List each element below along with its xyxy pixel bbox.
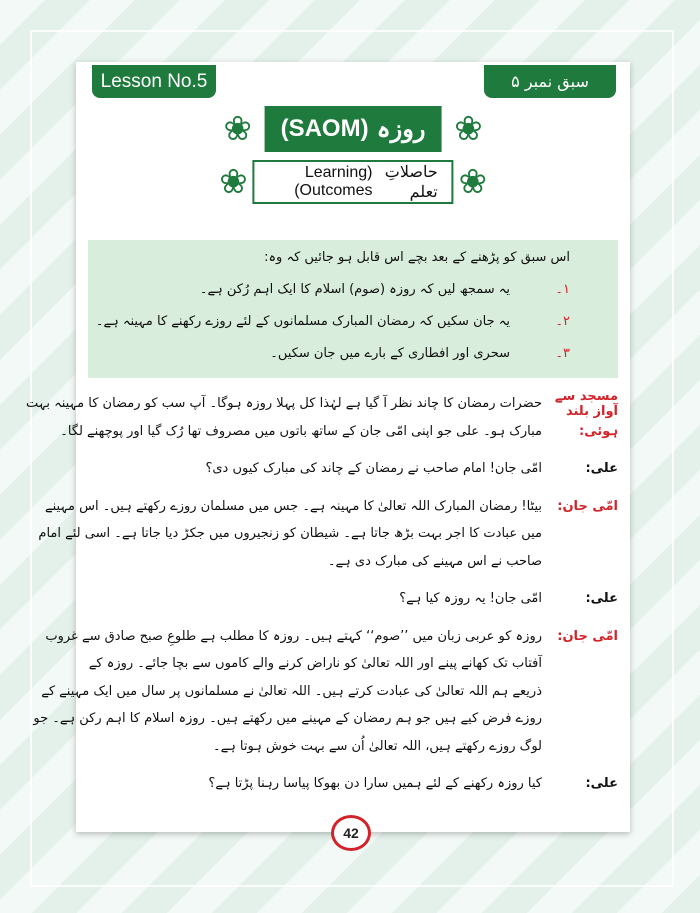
dialog-text: حضرات رمضان کا چاند نظر آ گیا ہے لہٰذا کل پہلا روزہ ہوگا۔ آپ سب کو رمضان کا مہینہ بہت: [25, 396, 542, 412]
page-number: 42: [331, 815, 371, 851]
dialog-text: روزہ کو عربی زبان میں ’’صوم‘‘ کہتے ہیں۔ روزہ کا مطلب ہے طلوعِ صبح صادق سے غروب: [45, 628, 542, 644]
dialog-text: امّی جان! یہ روزہ کیا ہے؟: [399, 591, 542, 607]
dialog-line: [44, 493, 618, 521]
dialog-line: [45, 623, 618, 651]
title-urdu: روزہ: [376, 115, 426, 143]
dialog-text: ذریعے ہم اللہ تعالیٰ کی عبادت کرتے ہیں۔ اللہ تعالیٰ نے مسلمانوں پر سال میں ایک مہینے کے: [41, 683, 542, 699]
dialog: [25, 388, 618, 798]
outcome-item: [200, 282, 570, 297]
dialog-text: روزے فرض کیے ہیں جو ہم رمضان کے مہینے میں رکھتے ہیں۔ روزہ اسلام کا اہم رکن ہے۔ جو: [33, 711, 542, 727]
outcome-item: [96, 314, 570, 329]
ornament-icon: ❀: [219, 162, 248, 202]
dialog-line: [94, 548, 618, 576]
outcome-item: [270, 346, 570, 361]
dialog-text: مبارک ہو۔ علی جو اپنی امّی جان کے ساتھ باتوں میں مصروف تھا رُک گیا اور پوچھنے لگا۔: [60, 423, 542, 439]
dialog-line: [94, 770, 618, 798]
dialog-line: [94, 585, 618, 613]
outcome-number: ۳۔: [555, 346, 570, 361]
outcome-number: ۱۔: [555, 282, 570, 297]
dialog-text: بیٹا! رمضان المبارک اللہ تعالیٰ کا مہینہ ہے۔ جس میں مسلمان روزے رکھتے ہیں۔ اس مہینے: [44, 498, 542, 514]
outcomes-box: [88, 240, 618, 378]
outcomes-intro: اس سبق کو پڑھنے کے بعد بچے اس قابل ہو جائیں کہ وہ:: [264, 250, 570, 265]
speaker-label: مسجد سے آواز بلند: [554, 388, 618, 419]
learning-outcomes-banner: [214, 160, 491, 204]
dialog-text: کیا روزہ رکھنے کے لئے ہمیں سارا دن بھوکا پیاسا رہنا پڑتا ہے؟: [208, 776, 542, 792]
dialog-line: [33, 705, 618, 733]
dialog-line: [94, 455, 618, 483]
speaker-label: امّی جان:: [557, 628, 618, 644]
speaker-label: علی:: [585, 461, 618, 477]
dialog-text: امّی جان! امام صاحب نے رمضان کے چاند کی مبارک کیوں دی؟: [205, 461, 542, 477]
outcome-text: یہ جان سکیں کہ رمضان المبارک مسلمانوں کے لئے روزے رکھنے کا مہینہ ہے۔: [95, 314, 510, 329]
dialog-line: [38, 520, 618, 548]
dialog-line: [60, 418, 618, 446]
dialog-line: [25, 388, 618, 419]
lesson-number-en: Lesson No.5: [92, 65, 216, 98]
dialog-text: لوگ روزے رکھتے ہیں، اللہ تعالیٰ اُن سے بہت خوش ہوتا ہے۔: [212, 738, 542, 754]
dialog-text: میں عبادت کا اجر بہت بڑھ جاتا ہے۔ شیطان کو زنجیروں میں جکڑ دیا جاتا ہے۔ اسی لئے امام: [38, 526, 542, 542]
textbook-page: [25, 62, 630, 832]
title-english: (SAOM): [280, 115, 369, 142]
outcome-text: سحری اور افطاری کے بارے میں جان سکیں۔: [270, 346, 510, 361]
learning-outcomes-heading: [252, 160, 454, 204]
ornament-icon: ❀: [458, 162, 487, 202]
lesson-title: [265, 106, 442, 152]
dialog-text: صاحب نے اس مہینے کی مبارک دی ہے۔: [327, 553, 542, 569]
dialog-line: [94, 733, 618, 761]
subtitle-english: (Learning Outcomes): [294, 164, 373, 199]
dialog-line: [41, 678, 618, 706]
dialog-line: [88, 650, 618, 678]
outcome-text: یہ سمجھ لیں کہ روزہ (صوم) اسلام کا ایک اہم رُکن ہے۔: [199, 282, 510, 297]
speaker-label: علی:: [585, 591, 618, 607]
ornament-icon: ❀: [223, 109, 252, 149]
speaker-label: امّی جان:: [557, 498, 618, 514]
subtitle-urdu: حاصلاتِ تعلم: [384, 164, 438, 201]
lesson-number-ur: سبق نمبر ۵: [484, 65, 616, 98]
outcome-number: ۲۔: [555, 314, 570, 329]
speaker-label: علی:: [585, 776, 618, 792]
dialog-text: آفتاب تک کھانے پینے اور اللہ تعالیٰ کو ناراض کرنے والے کاموں سے بچا جائے۔ روزہ کے: [88, 656, 542, 672]
speaker-label: ہوئی:: [579, 423, 618, 439]
lesson-title-banner: [211, 106, 496, 152]
ornament-icon: ❀: [454, 109, 483, 149]
